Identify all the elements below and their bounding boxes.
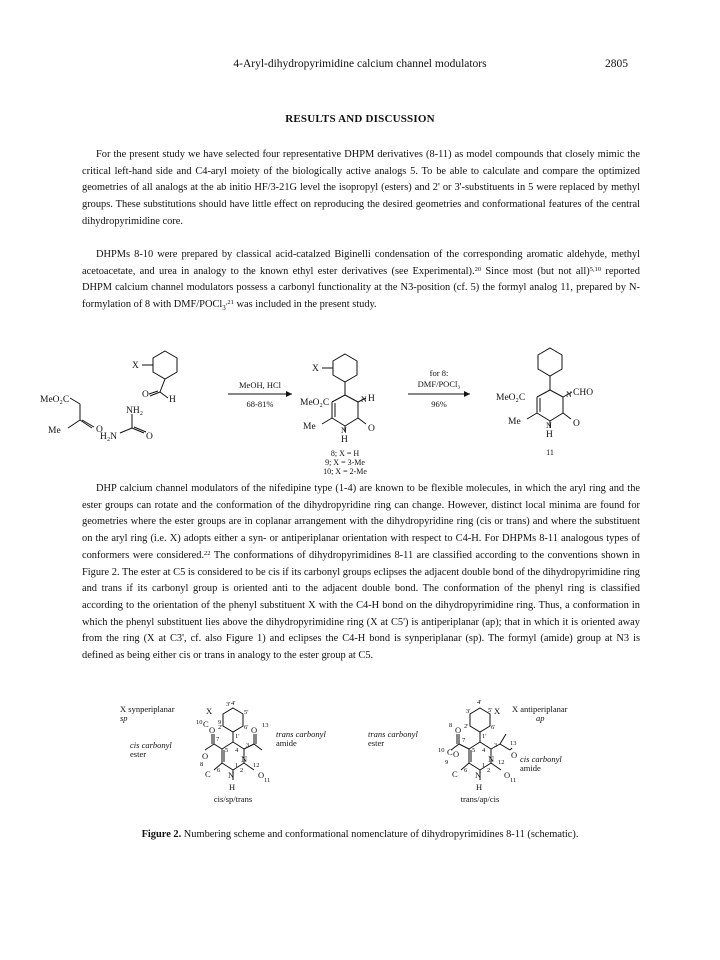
nitrogen-label: N bbox=[341, 426, 347, 435]
nitrogen-label: N bbox=[488, 754, 495, 764]
atom-number: 1' bbox=[482, 733, 487, 740]
oxygen-label: O bbox=[146, 432, 153, 442]
atom-number: 7 bbox=[216, 736, 220, 743]
reaction-yield-2: 96% bbox=[431, 399, 447, 409]
atom-number: 7 bbox=[462, 737, 466, 744]
atom-number: 11 bbox=[510, 777, 517, 784]
sp-label: sp bbox=[120, 713, 128, 723]
ester-group-label: MeO₂C bbox=[496, 393, 526, 403]
atom-number: 4' bbox=[477, 699, 482, 706]
reaction-arrow-head bbox=[286, 391, 292, 397]
hydrogen-label: H bbox=[169, 395, 176, 405]
synperiplanar-label: X synperiplanar bbox=[120, 704, 175, 714]
cis-amide-label: amide bbox=[520, 763, 541, 773]
carbon-label: C bbox=[452, 769, 458, 779]
nitrogen-label: N bbox=[361, 395, 367, 404]
hydrogen-label: H bbox=[368, 394, 375, 404]
cis-ester-label: ester bbox=[130, 749, 147, 759]
citation-ref: 5,10 bbox=[589, 265, 602, 273]
atom-number: 13 bbox=[510, 740, 517, 747]
hydrogen-label: H bbox=[476, 782, 483, 792]
benzene-ring bbox=[538, 348, 562, 376]
paragraph-1 bbox=[82, 147, 640, 231]
oxygen-label: O bbox=[573, 419, 580, 429]
atom-number: 5 bbox=[225, 747, 229, 754]
paragraph-2-text-d: was included in the present study. bbox=[233, 299, 377, 311]
oxygen-label: O bbox=[258, 770, 265, 780]
atom-number: 4 bbox=[482, 747, 486, 754]
reaction-scheme bbox=[0, 340, 720, 476]
carbon-label: C bbox=[203, 719, 209, 729]
oxygen-label: O bbox=[511, 750, 518, 760]
oxygen-label: O bbox=[455, 725, 462, 735]
phenyl-ring bbox=[223, 708, 243, 732]
oxygen-label: O bbox=[209, 725, 216, 735]
figure-2-caption bbox=[0, 829, 720, 840]
citation-ref: 20 bbox=[474, 265, 482, 273]
cis-amide-label: cis carbonyl bbox=[520, 754, 562, 764]
compound-11-label: 11 bbox=[546, 448, 554, 457]
paragraph-2-text-a: DHPMs 8-10 were prepared by classical acid-catalzed Biginelli condensation of the corresponding aromatic aldehyde, methyl acetoacetate, and urea in analogy to the known ethyl ester derivatives (see Experimental). bbox=[82, 249, 640, 277]
trans-ester-label: ester bbox=[368, 738, 385, 748]
atom-number: 5' bbox=[488, 707, 493, 714]
reaction-note: for 8: bbox=[429, 368, 449, 378]
atom-number: 12 bbox=[253, 762, 260, 769]
reaction-conditions-1: MeOH, HCl bbox=[238, 380, 282, 390]
antiperiplanar-label: X antiperiplanar bbox=[512, 704, 568, 714]
oxygen-label: O bbox=[202, 751, 209, 761]
amine-label: H₂N bbox=[100, 432, 118, 442]
paragraph-2-text-c: reported DHPM calcium channel modulators possess a carbonyl functionality at the N3-position (cf. 5) the formyl analog 11, prepared by N-formylation of 8 with DMF/POCl bbox=[82, 265, 640, 311]
hydrogen-label: H bbox=[546, 430, 553, 440]
nitrogen-label: N bbox=[475, 770, 482, 780]
atom-number: 9 bbox=[445, 759, 449, 766]
paragraph-1-text: For the present study we have selected four representative DHPM derivatives (8-11) as model compounds that closely mimic the critical left-hand side and C4-aryl moiety of the biologically active analogs 5. To be able to calculate and compare the optimized geometries of all analogs at the ab initio HF/3-21G level the isopropyl (esters) and 2' or 3'-substituents in 5 were replaced by methyl groups. These substitutions should have little effect on reproducing the desired geometries and conformational features of the central dihydropyrimidine core. bbox=[82, 149, 640, 227]
compound-9-label: 9; X = 3-Me bbox=[325, 458, 365, 467]
atom-number: 2' bbox=[464, 723, 469, 730]
atom-number: 13 bbox=[262, 722, 269, 729]
atom-number: 3' bbox=[466, 708, 471, 715]
atom-number: 10 bbox=[438, 747, 445, 754]
atom-number: 5 bbox=[472, 747, 476, 754]
paragraph-2 bbox=[82, 247, 640, 317]
reaction-yield-1: 68-81% bbox=[246, 399, 274, 409]
atom-number: 1' bbox=[235, 733, 240, 740]
nitrogen-label: N bbox=[241, 754, 248, 764]
atom-number: 1 bbox=[235, 762, 239, 769]
nitrogen-label: N bbox=[228, 770, 235, 780]
atom-number: 2 bbox=[487, 767, 491, 774]
cis-ester-label: cis carbonyl bbox=[130, 740, 172, 750]
nitrogen-label: N bbox=[546, 421, 552, 430]
conformer-label-left: cis/sp/trans bbox=[213, 794, 253, 804]
substituent-x-label: X bbox=[206, 706, 213, 716]
compound-10-label: 10; X = 2-Me bbox=[323, 467, 367, 476]
trans-amide-label: amide bbox=[276, 738, 297, 748]
oxygen-label: O bbox=[504, 770, 511, 780]
atom-number: 2 bbox=[240, 767, 244, 774]
paragraph-3-text-a: DHP calcium channel modulators of the nifedipine type (1-4) are known to be flexible molecules, in which the aryl ring and the ester groups can rotate and the conformation of the dihydropyridine ring can change. However, distinct local minima are found for geometries where the ester groups are in coplanar arrangement with the dihydropyridine ring (cis or trans) and where the substituent on the aryl ring (i.e. X) adopts either a syn- or antiperiplanar orientation with respect to C4-H. For DHPMs 8-11 analogous types of conformers were considered. bbox=[82, 483, 640, 561]
phenyl-ring bbox=[470, 707, 493, 732]
methyl-label: Me bbox=[303, 422, 316, 432]
atom-number: 8 bbox=[200, 761, 204, 768]
atom-number: 6' bbox=[491, 724, 496, 731]
running-title: 4-Aryl-dihydropyrimidine calcium channel modulators bbox=[233, 58, 487, 70]
atom-number: 8 bbox=[449, 722, 453, 729]
atom-number: 10 bbox=[196, 719, 203, 726]
methyl-label: Me bbox=[508, 417, 521, 427]
substituent-x-label: X bbox=[312, 364, 319, 374]
substituent-x-label: X bbox=[132, 361, 139, 371]
atom-number: 4 bbox=[235, 747, 239, 754]
atom-number: 11 bbox=[264, 777, 271, 784]
trans-ester-label: trans carbonyl bbox=[368, 729, 418, 739]
atom-number: 3 bbox=[246, 742, 250, 749]
nitrogen-label: N bbox=[566, 390, 572, 399]
reaction-conditions-2: DMF/POCl₃ bbox=[417, 379, 461, 389]
citation-ref: ,21 bbox=[225, 299, 234, 307]
paragraph-3-text-b: The conformations of dihydropyrimidines 8-11 are classified according to the conventions shown in Figure 2. The ester at C5 is considered to be cis if its carbonyl groups eclipses the adjacent double bond of the dihydropyrimidine ring and trans if its carbonyl group is oriented anti to the adjacent double bond. The conformation of the phenyl ring is classified according to the orientation of the phenyl substituent X with the C4-H bond on the dihydropyrimidine ring. Thus, a conformation in which the phenyl substituent lies above the dihydropyrimidine ring (X at C5') is antiperiplanar (ap); that in which it is oriented away from the ring (X at C3', cf. also Figure 1) and eclipses the C4-H bond is synperiplanar (sp). The formyl (amide) group at N3 is defined as being either cis or trans in analogy to the ester group at C5. bbox=[82, 549, 640, 662]
oxygen-label: O bbox=[96, 425, 103, 435]
ap-label: ap bbox=[536, 713, 545, 723]
trans-amide-label: trans carbonyl bbox=[276, 729, 326, 739]
carbon-label: C bbox=[205, 769, 211, 779]
ester-group-label: MeO₂C bbox=[300, 398, 330, 408]
atom-number: 12 bbox=[498, 759, 505, 766]
caption-label: Figure 2. bbox=[141, 829, 182, 840]
atom-number: 6 bbox=[464, 767, 468, 774]
section-heading: RESULTS AND DISCUSSION bbox=[285, 113, 435, 125]
paragraph-2-text-b: Since most (but not all) bbox=[481, 265, 590, 277]
citation-ref: 22 bbox=[204, 549, 211, 557]
oxygen-label: O bbox=[453, 749, 460, 759]
atom-number: 3 bbox=[494, 742, 498, 749]
paragraph-3 bbox=[82, 481, 640, 665]
page-number: 2805 bbox=[605, 58, 628, 70]
benzene-ring bbox=[333, 354, 357, 382]
atom-number: 5' bbox=[244, 709, 249, 716]
oxygen-label: O bbox=[368, 424, 375, 434]
atom-number: 6 bbox=[217, 767, 221, 774]
oxygen-label: O bbox=[251, 725, 258, 735]
atom-number: 2' bbox=[218, 724, 223, 731]
atom-number: 1 bbox=[482, 762, 486, 769]
atom-number: 4' bbox=[231, 700, 236, 707]
subscript: 3 bbox=[222, 304, 226, 313]
hydrogen-label: H bbox=[341, 435, 348, 445]
carbon-label: C bbox=[447, 747, 453, 757]
hydrogen-label: H bbox=[229, 782, 236, 792]
compound-8-label: 8; X = H bbox=[330, 449, 360, 458]
reaction-arrow-head bbox=[464, 391, 470, 397]
running-header bbox=[0, 58, 720, 74]
formyl-label: CHO bbox=[573, 388, 594, 398]
methyl-label: Me bbox=[48, 426, 61, 436]
caption-text: Numbering scheme and conformational nomenclature of dihydropyrimidines 8-11 (schematic). bbox=[181, 829, 579, 840]
conformer-label-right: trans/ap/cis bbox=[460, 794, 500, 804]
amine-label: NH₂ bbox=[126, 406, 144, 416]
atom-number: 3' bbox=[226, 701, 231, 708]
ester-group-label: MeO₂C bbox=[40, 395, 70, 405]
atom-number: 9 bbox=[218, 719, 222, 726]
benzene-ring bbox=[153, 351, 177, 379]
figure-2-structures bbox=[0, 700, 720, 830]
substituent-x-label: X bbox=[494, 706, 501, 716]
oxygen-label: O bbox=[142, 390, 149, 400]
atom-number: 6' bbox=[244, 724, 249, 731]
